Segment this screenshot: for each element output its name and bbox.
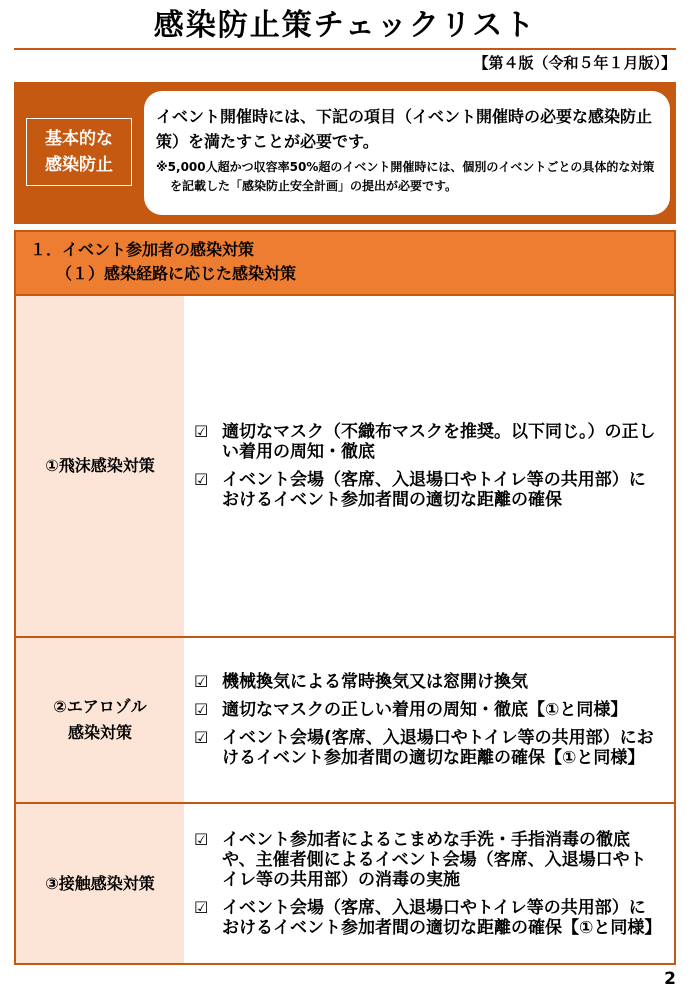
page-number: 2	[664, 969, 676, 989]
checklist-item-text: イベント会場（客席、入退場口やトイレ等の共用部）におけるイベント参加者間の適切な距離の確保	[222, 470, 646, 510]
checklist-item	[194, 728, 674, 768]
checklist-item-text: イベント参加者によるこまめな手洗・手指消毒の徹底や、主催者側によるイベント会場（客席、入退場口やトイレ等の共用部）の消毒の実施	[222, 829, 647, 890]
checkbox-icon: ☑	[194, 897, 209, 917]
checklist-item	[194, 422, 674, 462]
checklist-item-text: 適切なマスクの正しい着用の周知・徹底【①と同様】	[222, 700, 628, 720]
measure-label-line2: 感染対策	[67, 723, 132, 742]
section-subheading: （１）感染経路に応じた感染対策	[56, 264, 297, 283]
basic-main-text: イベント開催時には、下記の項目（イベント開催時の必要な感染防止策）を満たすことが必要です。	[156, 107, 653, 151]
measure-row-aerosol	[16, 638, 674, 802]
checklist-item	[194, 470, 674, 510]
measure-items-droplet	[184, 296, 674, 636]
checkbox-icon: ☑	[194, 728, 209, 747]
checklist-item-text: 機械換気による常時換気又は窓開け換気	[222, 672, 528, 692]
basic-measures-text-box	[144, 91, 670, 215]
measure-items-aerosol	[184, 638, 674, 802]
basic-note-text: ※5,000人超かつ収容率50%超のイベント開催時には、個別のイベントごとの具体的な対策を記載した「感染防止安全計画」の提出が必要です。	[156, 160, 655, 193]
checklist-item-text: 適切なマスク（不織布マスクを推奨。以下同じ。）の正しい着用の周知・徹底	[222, 422, 656, 462]
infection-measures-section	[14, 230, 676, 965]
measure-items-contact	[184, 804, 674, 963]
title-underline	[14, 48, 676, 50]
checklist-item-text: イベント会場（客席、入退場口やトイレ等の共用部）におけるイベント参加者間の適切な距離の確保【①と同様】	[222, 897, 662, 938]
checklist-item	[194, 830, 674, 890]
page-title: 感染防止策チェックリスト	[153, 8, 537, 43]
measure-row-contact	[16, 804, 674, 963]
checklist-item	[194, 700, 674, 720]
measure-label-aerosol	[16, 638, 184, 802]
measure-row-droplet	[16, 296, 674, 636]
checkbox-icon: ☑	[194, 700, 209, 719]
measure-label-contact	[16, 804, 184, 963]
checkbox-icon: ☑	[194, 470, 209, 489]
section-header	[16, 232, 674, 294]
checkbox-icon: ☑	[194, 829, 209, 849]
measure-label-line1: ①飛沫感染対策	[45, 456, 155, 475]
checkbox-icon: ☑	[194, 422, 209, 441]
checklist-item	[194, 672, 674, 692]
measure-label-line1: ②エアロゾル	[53, 697, 147, 716]
checkbox-icon: ☑	[194, 672, 209, 691]
edition-label: 【第４版（令和５年１月版）】	[473, 54, 676, 72]
basic-measures-label	[26, 118, 132, 186]
checklist-item-text: イベント会場(客席、入退場口やトイレ等の共用部）におけるイベント参加者間の適切な距離の確保【①と同様】	[222, 728, 654, 768]
measure-label-line1: ③接触感染対策	[45, 873, 155, 893]
basic-label-line1: 基本的な	[45, 129, 113, 149]
checklist-item	[194, 898, 674, 938]
section-heading: １．イベント参加者の感染対策	[30, 240, 255, 259]
measure-label-droplet	[16, 296, 184, 636]
basic-label-line2: 感染防止	[45, 155, 113, 175]
